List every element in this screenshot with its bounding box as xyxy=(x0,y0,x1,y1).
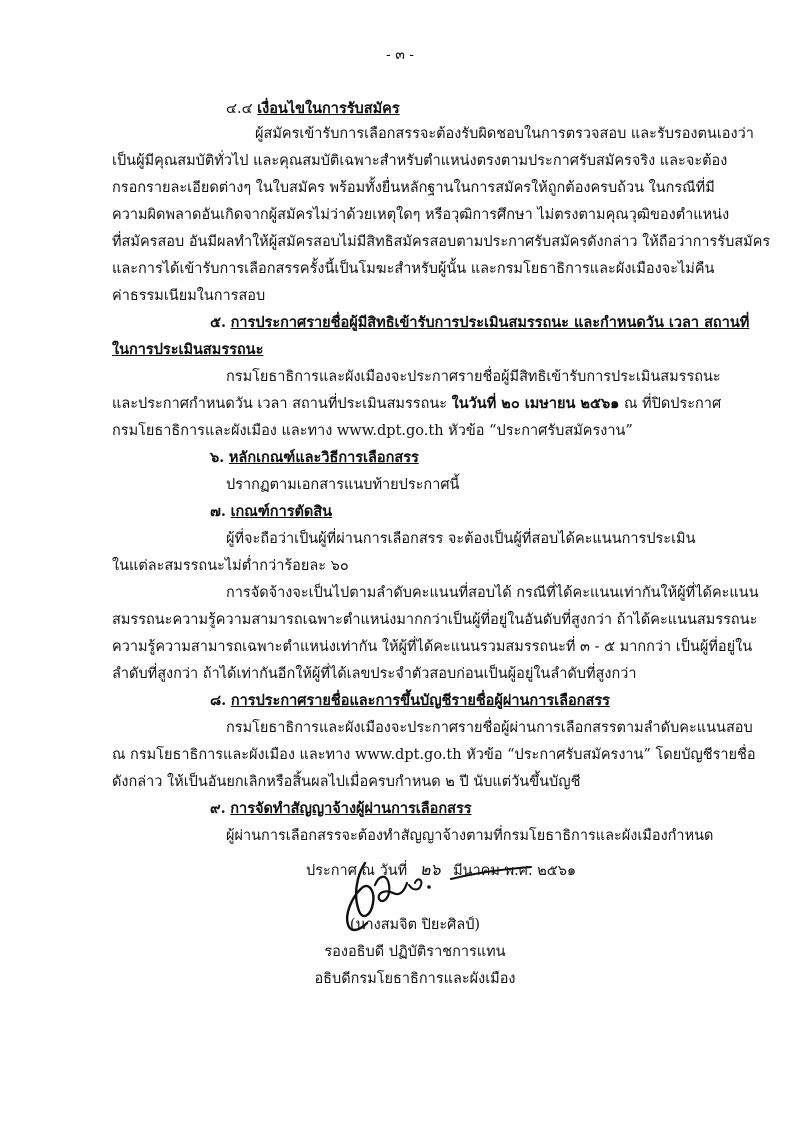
paragraph-line: ค่าธรรมเนียมในการสอบ xyxy=(112,288,266,304)
paragraph-line: กรมโยธาธิการและผังเมืองจะประกาศรายชื่อผู้มีสิทธิเข้ารับการประเมินสมรรถนะ xyxy=(226,369,721,385)
signer-position: อธิบดีกรมโยธาธิการและผังเมือง xyxy=(314,971,516,987)
paragraph-line: กรอกรายละเอียดต่างๆ ในใบสมัคร พร้อมทั้งยื่นหลักฐานในการสมัครให้ถูกต้องครบถ้วน ในกรณีที่มี xyxy=(112,180,715,196)
date-prefix: ประกาศ ณ วันที่ xyxy=(306,863,408,879)
text-span: ณ ที่ปิดประกาศ xyxy=(619,396,722,412)
text-span: และประกาศกำหนดวัน เวลา สถานที่ประเมินสมรรถนะ xyxy=(112,396,452,412)
paragraph-line: ที่สมัครสอบ อันมีผลทำให้ผู้สมัครสอบไม่มีสิทธิสมัครสอบตามประกาศรับสมัครดังกล่าว ให้ถือว่าการรับสมัคร xyxy=(112,234,771,250)
signer-position: รองอธิบดี ปฏิบัติราชการแทน xyxy=(324,944,506,960)
section-title: การจัดทำสัญญาจ้างผู้ผ่านการเลือกสรร xyxy=(230,800,472,817)
paragraph-line: และการได้เข้ารับการเลือกสรรครั้งนี้เป็นโมฆะสำหรับผู้นั้น และกรมโยธาธิการและผังเมืองจะไม่คืน xyxy=(112,261,715,277)
paragraph-line: กรมโยธาธิการและผังเมือง และทาง www.dpt.go.th หัวข้อ “ประกาศรับสมัครงาน” xyxy=(112,423,633,439)
section-number: ๙. xyxy=(210,800,226,817)
section-title-continued: ในการประเมินสมรรถนะ xyxy=(112,341,264,358)
date-day-handwritten: ๒๖ xyxy=(419,860,441,879)
date-month-year: มีนาคม พ.ศ. ๒๕๖๑ xyxy=(453,863,577,879)
paragraph-line: กรมโยธาธิการและผังเมืองจะประกาศรายชื่อผู้ผ่านการเลือกสรรตามลำดับคะแนนสอบ xyxy=(226,720,753,736)
section-7-heading xyxy=(210,502,332,522)
paragraph-line-with-date xyxy=(112,394,722,414)
paragraph-line: การจัดจ้างจะเป็นไปตามลำดับคะแนนที่สอบได้ กรณีที่ได้คะแนนเท่ากันให้ผู้ที่ได้คะแนน xyxy=(226,585,759,601)
section-9-heading xyxy=(210,799,472,819)
paragraph-line: ความรู้ความสามารถเฉพาะตำแหน่งเท่ากัน ให้ผู้ที่ได้คะแนนรวมสมรรถนะที่ ๓ - ๕ มากกว่า เป็นผู้ที่อยู่ใน xyxy=(112,639,753,655)
paragraph-line: ผู้สมัครเข้ารับการเลือกสรรจะต้องรับผิดชอบในการตรวจสอบ และรับรองตนเองว่า xyxy=(255,126,754,142)
section-5-heading xyxy=(210,313,750,333)
page-number: - ๓ - xyxy=(386,47,414,63)
section-8-heading xyxy=(210,691,610,711)
section-number: ๔.๔ xyxy=(226,101,253,117)
paragraph-line: ผู้ผ่านการเลือกสรรจะต้องทำสัญญาจ้างตามที่กรมโยธาธิการและผังเมืองกำหนด xyxy=(226,828,714,844)
paragraph-line: เป็นผู้มีคุณสมบัติทั่วไป และคุณสมบัติเฉพาะสำหรับตำแหน่งตรงตามประกาศรับสมัครจริง และจะต้อง xyxy=(112,153,728,169)
section-number: ๖. xyxy=(210,449,225,466)
section-4-4-heading xyxy=(226,99,400,119)
section-6-heading xyxy=(210,448,419,468)
section-title: หลักเกณฑ์และวิธีการเลือกสรร xyxy=(228,449,419,466)
paragraph-line: ในแต่ละสมรรถนะไม่ต่ำกว่าร้อยละ ๖๐ xyxy=(112,558,349,574)
paragraph-line: สมรรถนะความรู้ความสามารถเฉพาะตำแหน่งมากกว่าเป็นผู้ที่อยู่ในอันดับที่สูงกว่า ถ้าได้คะแนนสมรรถนะ xyxy=(112,612,758,628)
section-number: ๘. xyxy=(210,692,227,709)
paragraph-line: ดังกล่าว ให้เป็นอันยกเลิกหรือสิ้นผลไปเมื่อครบกำหนด ๒ ปี นับแต่วันขึ้นบัญชี xyxy=(112,774,581,790)
section-number: ๗. xyxy=(210,503,226,520)
paragraph-line: ลำดับที่สูงกว่า ถ้าได้เท่ากันอีกให้ผู้ที่ได้เลขประจำตัวสอบก่อนเป็นผู้อยู่ในลำดับที่สูงกว่า xyxy=(112,666,637,682)
signer-name: (นางสมจิต ปิยะศิลป์) xyxy=(349,917,481,933)
paragraph-line: ผู้ที่จะถือว่าเป็นผู้ที่ผ่านการเลือกสรร จะต้องเป็นผู้ที่สอบได้คะแนนการประเมิน xyxy=(226,531,696,547)
section-title: การประกาศรายชื่อและการขึ้นบัญชีรายชื่อผู้ผ่านการเลือกสรร xyxy=(230,692,610,709)
section-title: เงื่อนไขในการรับสมัคร xyxy=(257,100,400,117)
section-number: ๕. xyxy=(210,314,227,331)
paragraph-line: ณ กรมโยธาธิการและผังเมือง และทาง www.dpt.go.th หัวข้อ “ประกาศรับสมัครงาน” โดยบัญชีรายชื่อ xyxy=(112,747,756,763)
paragraph-line: ความผิดพลาดอันเกิดจากผู้สมัครไม่ว่าด้วยเหตุใดๆ หรือวุฒิการศึกษา ไม่ตรงตามคุณวุฒิของตำแหน่ง xyxy=(112,207,730,223)
paragraph-line: ปรากฏตามเอกสารแนบท้ายประกาศนี้ xyxy=(226,477,460,493)
section-title: เกณฑ์การตัดสิน xyxy=(230,503,333,520)
section-title: การประกาศรายชื่อผู้มีสิทธิเข้ารับการประเมินสมรรถนะ และกำหนดวัน เวลา สถานที่ xyxy=(230,314,750,331)
assessment-date: ในวันที่ ๒๐ เมษายน ๒๕๖๑ xyxy=(451,395,620,412)
